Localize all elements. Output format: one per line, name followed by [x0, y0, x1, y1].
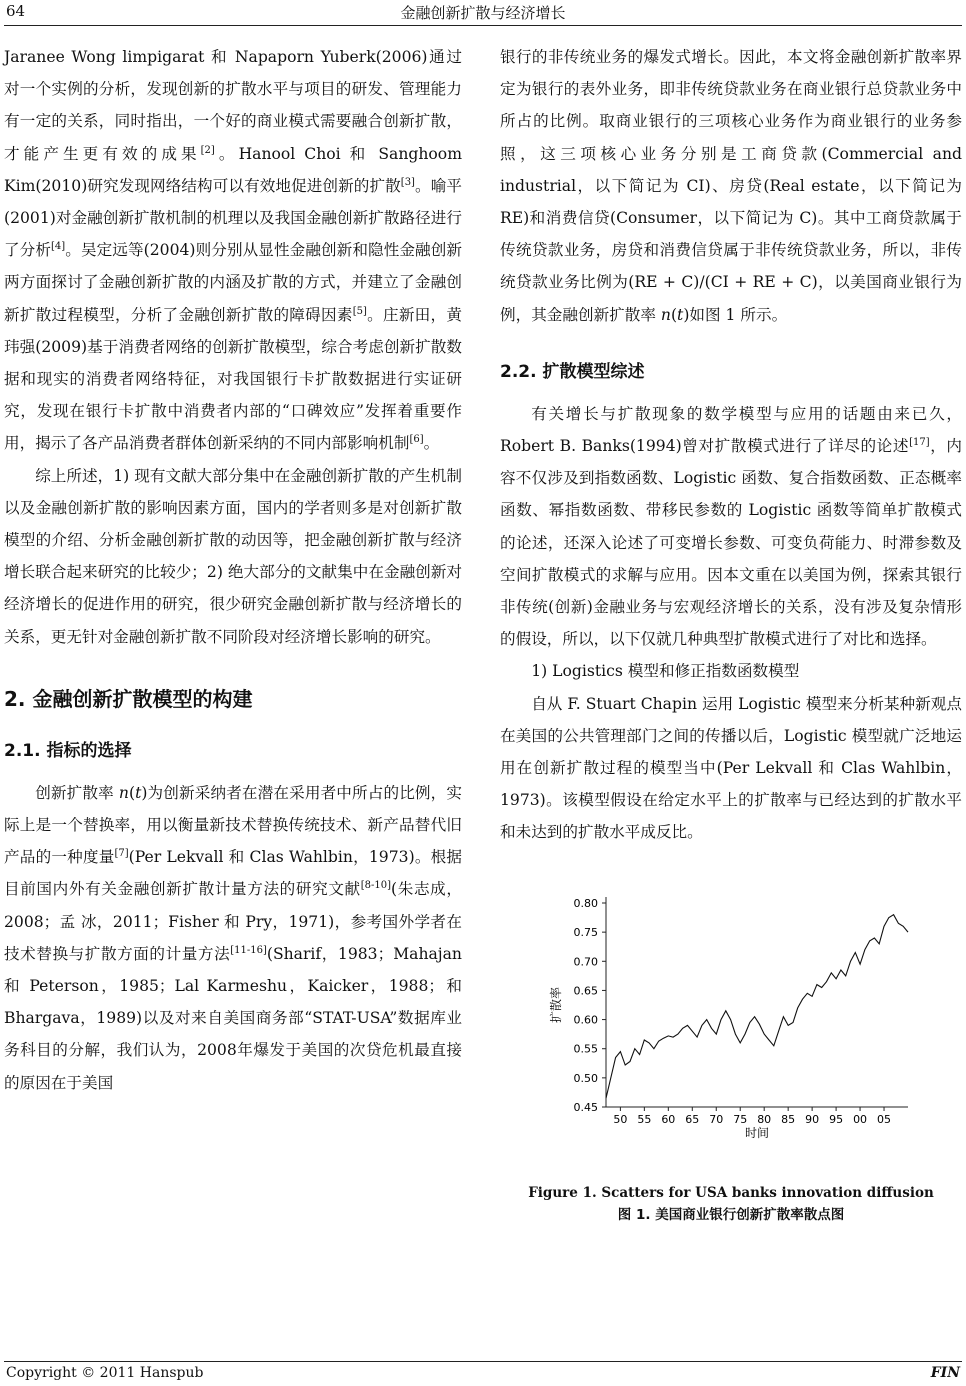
y-tick-label: 0.50: [573, 1071, 598, 1085]
citation-5: [5]: [352, 305, 367, 317]
x-tick-label: 65: [685, 1112, 700, 1126]
citation-17: [17]: [909, 436, 930, 448]
x-axis-label: 时间: [744, 1125, 770, 1140]
left-paragraph-3: 创新扩散率 n(t)为创新采纳者在潜在采用者中所占的比例，实际上是一个替换率，用以衡量新技术替换传统技术、新产品替代旧产品的一种度量[7](Per Lekvall 和 Clas Wahlbin，1973)。根据目前国内外有关金融创新扩散计量方法的研究文献[8-10](朱志成，2008；孟 冰，2011；Fisher 和 Pry，1971)，参考国外学者在技术替换与扩散方面的计量方法[11-16](Sharif，1983；Mahajan 和 Peterson，1985；Lal Karmeshu，Kaicker，1988；和 Bhargava，1989)以及对来自美国商务部“STAT-USA”数据库业务科目的分解，我们认为，2008年爆发于美国的次贷危机最直接的原因在于美国: [4, 783, 462, 1092]
x-tick-label: 00: [853, 1112, 868, 1126]
y-tick-label: 0.55: [573, 1042, 598, 1056]
chart-container: [500, 875, 962, 1175]
x-tick-label: 80: [757, 1112, 772, 1126]
y-tick-label: 0.75: [573, 925, 598, 939]
citation-6: [6]: [409, 434, 424, 446]
citation-7: [7]: [114, 848, 129, 860]
y-axis-label: 扩散率: [549, 986, 563, 1023]
page-number: 64: [6, 2, 26, 20]
section-2-heading: 2. 金融创新扩散模型的构建: [4, 686, 253, 711]
series-line: [606, 914, 908, 1098]
citation-4: [4]: [51, 241, 66, 253]
y-tick-label: 0.60: [573, 1013, 598, 1027]
diffusion-chart: [500, 875, 962, 1175]
section-2-1-heading: 2.1. 指标的选择: [4, 740, 132, 761]
citation-3: [3]: [400, 176, 415, 188]
x-tick-label: 95: [829, 1112, 844, 1126]
running-title: 金融创新扩散与经济增长: [400, 4, 566, 22]
right-paragraph-4: 自从 F. Stuart Chapin 运用 Logistic 模型来分析某种新观点在美国的公共管理部门之间的传播以后，Logistic 模型就广泛地运用在创新扩散过程的模型当中(Per Lekvall 和 Clas Wahlbin，1973)。该模型假设在给定水平上的扩散率与已经达到的扩散水平和未达到的扩散水平成反比。: [500, 694, 962, 842]
journal-abbrev: FIN: [930, 1365, 960, 1381]
right-column: [500, 41, 962, 1223]
citation-11-16: [11-16]: [230, 944, 267, 956]
y-tick-label: 0.65: [573, 984, 598, 998]
left-paragraph-2: 综上所述，1) 现有文献大部分集中在金融创新扩散的产生机制以及金融创新扩散的影响因素方面，国内的学者则多是对创新扩散模型的介绍、分析金融创新扩散的动因等，把金融创新扩散与经济增长联合起来研究的比较少；2) 绝大部分的文献集中在金融创新对经济增长的促进作用的研究，很少研究金融创新扩散与经济增长的关系，更无针对金融创新扩散不同阶段对经济增长影响的研究。: [4, 466, 462, 646]
header-rule: [4, 25, 962, 26]
x-tick-label: 05: [877, 1112, 892, 1126]
figure-1: [500, 875, 962, 1223]
footer-rule: [4, 1361, 962, 1362]
right-paragraph-1: 银行的非传统业务的爆发式增长。因此，本文将金融创新扩散率界定为银行的表外业务，即非传统贷款业务在商业银行总贷款业务中所占的比例。取商业银行的三项核心业务作为商业银行的业务参照，这三项核心业务分别是工商贷款(Commercial and industrial，以下简记为 CI)、房贷(Real estate，以下简记为 RE)和消费信贷(Consumer，以下简记为 C)。其中工商贷款属于传统贷款业务，房贷和消费信贷属于非传统贷款业务，所以，非传统贷款业务比例为(RE + C)/(CI + RE + C)，以美国商业银行为例，其金融创新扩散率 n(t)如图 1 所示。: [500, 48, 962, 324]
left-paragraph-1: Jaranee Wong limpigarat 和 Napaporn Yuberk(2006)通过对一个实例的分析，发现创新的扩散水平与项目的研发、管理能力有一定的关系，同时指出，一个好的商业模式需要融合创新扩散，才能产生更有效的成果[2]。Hanool Choi 和 Sanghoom Kim(2010)研究发现网络结构可以有效地促进创新的扩散[3]。喻平(2001)对金融创新扩散机制的机理以及我国金融创新扩散路径进行了分析[4]。吴定远等(2004)则分别从显性金融创新和隐性金融创新两方面探讨了金融创新扩散的内涵及扩散的方式，并建立了金融创新扩散过程模型，分析了金融创新扩散的障碍因素[5]。庄新田，黄玮强(2009)基于消费者网络的创新扩散模型，综合考虑创新扩散数据和现实的消费者网络特征，对我国银行卡扩散数据进行实证研究，发现在银行卡扩散中消费者内部的“口碑效应”发挥着重要作用，揭示了各产品消费者群体创新采纳的不同内部影响机制[6]。: [4, 48, 462, 453]
right-paragraph-3: 1) Logistics 模型和修正指数函数模型: [531, 662, 800, 681]
x-tick-label: 85: [781, 1112, 796, 1126]
right-paragraph-2: 有关增长与扩散现象的数学模型与应用的话题由来已久，Robert B. Banks(1994)曾对扩散模式进行了详尽的论述[17]，内容不仅涉及到指数函数、Logistic 函数、复合指数函数、正态概率函数、幂指数函数、带移民参数的 Logistic 函数等简单扩散模式的论述，还深入论述了可变增长参数、可变负荷能力、时滞参数及空间扩散模式的求解与应用。因本文重在以美国为例，探索其银行非传统(创新)金融业务与宏观经济增长的关系，没有涉及复杂情形的假设，所以，以下仅就几种典型扩散模式进行了对比和选择。: [500, 404, 962, 649]
x-tick-label: 70: [709, 1112, 724, 1126]
copyright-notice: Copyright © 2011 Hanspub: [6, 1365, 204, 1381]
figure-caption-en: Figure 1. Scatters for USA banks innovation diffusion: [528, 1184, 934, 1201]
figure-caption-zh: 图 1. 美国商业银行创新扩散率散点图: [617, 1206, 845, 1223]
citation-2: [2]: [200, 144, 215, 156]
y-tick-label: 0.80: [573, 896, 598, 910]
left-column: [4, 41, 462, 1099]
y-tick-label: 0.45: [573, 1100, 598, 1114]
x-tick-label: 50: [613, 1112, 628, 1126]
section-2-2-heading: 2.2. 扩散模型综述: [500, 361, 645, 382]
citation-8-10: [8-10]: [360, 880, 392, 892]
x-tick-label: 55: [637, 1112, 652, 1126]
y-tick-label: 0.70: [573, 954, 598, 968]
x-tick-label: 75: [733, 1112, 748, 1126]
x-tick-label: 90: [805, 1112, 820, 1126]
x-tick-label: 60: [661, 1112, 676, 1126]
